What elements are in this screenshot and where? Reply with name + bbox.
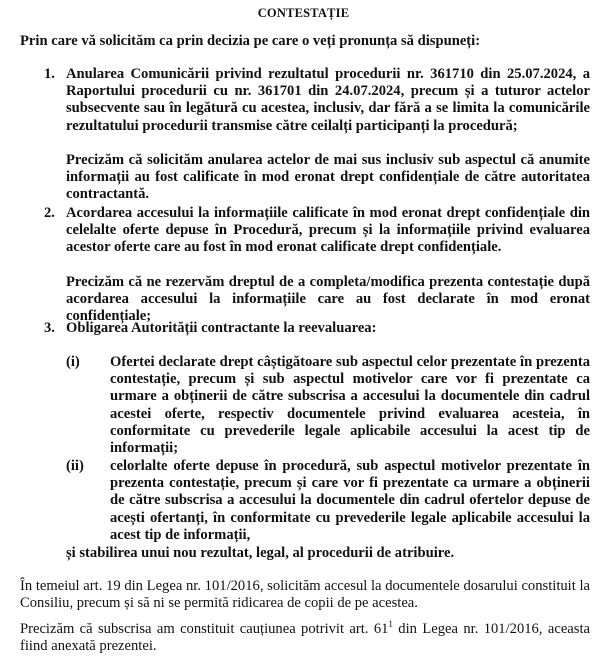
sub-item-number: (ii) bbox=[66, 458, 84, 474]
item-paragraph: Acordarea accesului la informațiile calificate în mod eronat drept confidențiale din celelalte oferte depuse în Procedură, precum și la informațiile privind evaluarea acestor oferte care au fost în mod eronat calificate drept confidențiale. bbox=[66, 205, 590, 256]
item-3-closing: și stabilirea unui nou rezultat, legal, al procedurii de atribuire. bbox=[66, 545, 455, 561]
sub-item-number: (i) bbox=[66, 354, 80, 370]
access-paragraph bbox=[20, 578, 590, 612]
item-number: 1. bbox=[44, 66, 55, 82]
item-paragraph: Obligarea Autorității contractante la reevaluarea: bbox=[66, 320, 377, 336]
document-title: CONTESTAȚIE bbox=[257, 6, 350, 20]
caution-paragraph-text bbox=[20, 621, 590, 655]
request-item-2 bbox=[44, 205, 590, 325]
caution-paragraph bbox=[20, 621, 590, 655]
caution-text-after: din Legea nr. 101/2016, aceasta fiind anexată prezentei. bbox=[20, 621, 590, 655]
item-paragraph: Precizăm că ne rezervăm dreptul de a completa/modifica prezenta contestație după acordarea accesului la informațiile care au fost declarate în mod eronat confidențiale; bbox=[66, 273, 590, 325]
article-superscript: 1 bbox=[388, 619, 393, 630]
sub-item-text: Ofertei declarate drept câștigătoare sub aspectul celor prezentate în prezenta contestație, precum și sub aspectul motivelor care vor fi prezentate ca urmare a obținerii de către subscrisa a accesului la documentele din cadrul acestei oferte, respectiv documentele privind evaluarea acesteia, în conformitate cu prevederile legale aplicabile accesului la acest tip de informații; bbox=[110, 354, 590, 457]
item-paragraph: Anularea Comunicării privind rezultatul procedurii nr. 361710 din 25.07.2024, a Raportului procedurii cu nr. 361701 din 24.07.2024, precum și a tuturor actelor subsecvente sau în legătură cu acestea, inclusiv, dar fără a se limita la comunicările rezultatului procedurii transmise către ceilalți participanți la procedură; bbox=[66, 66, 590, 134]
item-number: 2. bbox=[44, 205, 55, 221]
access-paragraph-text: În temeiul art. 19 din Legea nr. 101/2016, solicităm accesul la documentele dosarului constituit la Consiliu, precum și să ni se permită ridicarea de copii de pe acestea. bbox=[20, 578, 590, 612]
request-item-1 bbox=[44, 66, 590, 203]
caution-text-before: Precizăm că subscrisa am constituit cauțiunea potrivit art. 61 bbox=[20, 621, 389, 637]
item-paragraph: Precizăm că solicităm anularea actelor de mai sus inclusiv sub aspectul că anumite informații au fost calificate în mod eronat drept confidențiale de către autoritatea contractantă. bbox=[66, 151, 590, 203]
intro-text: Prin care vă solicităm ca prin decizia pe care o veți pronunța să dispuneți: bbox=[20, 33, 481, 49]
sub-item-text: celorlalte oferte depuse în procedură, sub aspectul motivelor prezentate în prezenta contestație, precum și care vor fi prezentate ca urmare a obținerii de către subscrisa a accesului la documentele din cadrul ofertelor depuse de acești ofertanți, în conformitate cu prevederile legale aplicabile accesului la acest tip de informații, bbox=[110, 458, 590, 543]
request-item-3 bbox=[44, 320, 590, 337]
sub-item-ii bbox=[66, 458, 590, 544]
item-number: 3. bbox=[44, 320, 55, 336]
sub-item-i bbox=[66, 354, 590, 457]
